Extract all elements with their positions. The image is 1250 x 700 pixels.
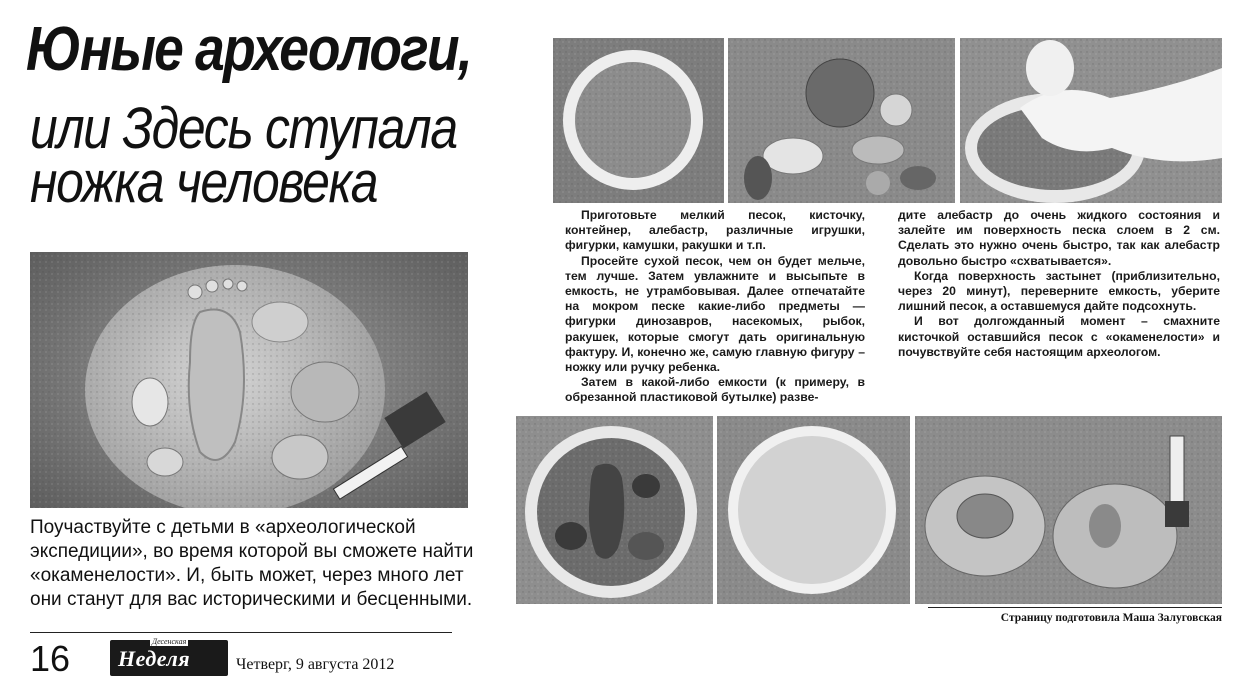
paragraph: Затем в какой-либо емкости (к примеру, в обрезанной пластиковой бутылке) разве- bbox=[565, 375, 865, 405]
credit-rule bbox=[928, 607, 1222, 608]
headline-line-3: ножка человека bbox=[30, 150, 378, 215]
page-credit: Страницу подготовила Маша Залуговская bbox=[1000, 612, 1222, 624]
paragraph: Когда поверхность застынет (приблизительно, через 20 минут), переверните емкость, уберите лишний песок, а оставшемуся дайте подсохнуть. bbox=[898, 268, 1220, 314]
lead-line-1: Поучаствуйте с детьми в «археологической bbox=[30, 517, 416, 538]
paragraph: Просейте сухой песок, чем он будет мельче, тем лучше. Затем увлажните и высыпьте в емкость, не утрамбовывая. Далее отпечатайте на мокром песке какие-либо предметы — фигурки динозавров, насекомых, рыбок, ракушек, которые смогут дать оригинальную фактуру. И, конечно же, самую главную фигуру – ножку или ручку ребенка. bbox=[565, 253, 865, 375]
lead-line-4: они станут для вас историческими и бесценными. bbox=[30, 589, 473, 610]
photo-finished-casts bbox=[915, 416, 1222, 604]
photo-sand-bowl bbox=[553, 38, 724, 203]
photo-plaster-poured bbox=[717, 416, 910, 604]
page-number: 16 bbox=[30, 638, 71, 679]
headline-subtitle bbox=[30, 96, 486, 215]
headline-line-2: или Здесь ступала bbox=[30, 96, 457, 161]
lead-line-3: «окаменелости». И, быть может, через много лет bbox=[30, 565, 464, 586]
main-photo-plaster-cast bbox=[30, 252, 468, 508]
paragraph: И вот долгожданный момент – смахните кисточкой оставшийся песок с «окаменелости» и почувствуйте себя настоящим археологом. bbox=[898, 314, 1220, 359]
body-column-2 bbox=[898, 208, 1220, 360]
photo-toys-shells bbox=[728, 38, 955, 203]
photo-hand-pressing bbox=[960, 38, 1222, 203]
logo-main-text: Неделя bbox=[118, 646, 191, 671]
logo-small-text: Десенская bbox=[152, 637, 187, 646]
footer-rule bbox=[30, 632, 452, 633]
body-column-1 bbox=[565, 208, 865, 406]
issue-date: Четверг, 9 августа 2012 bbox=[236, 656, 395, 673]
lead-line-2: экспедиции», во время которой вы сможете найти bbox=[30, 541, 474, 562]
paragraph: дите алебастр до очень жидкого состояния и залейте им поверхность песка слоем в 2 см. Сделать это нужно очень быстро, так как алебастр довольно быстро «схватывается». bbox=[898, 208, 1220, 268]
paragraph: Приготовьте мелкий песок, кисточку, контейнер, алебастр, различные игрушки, фигурки, камушки, ракушки и т.п. bbox=[565, 208, 865, 253]
headline-main: Юные археологи, bbox=[26, 15, 471, 84]
lead-caption bbox=[30, 516, 500, 612]
photo-imprints-bowl bbox=[516, 416, 713, 604]
